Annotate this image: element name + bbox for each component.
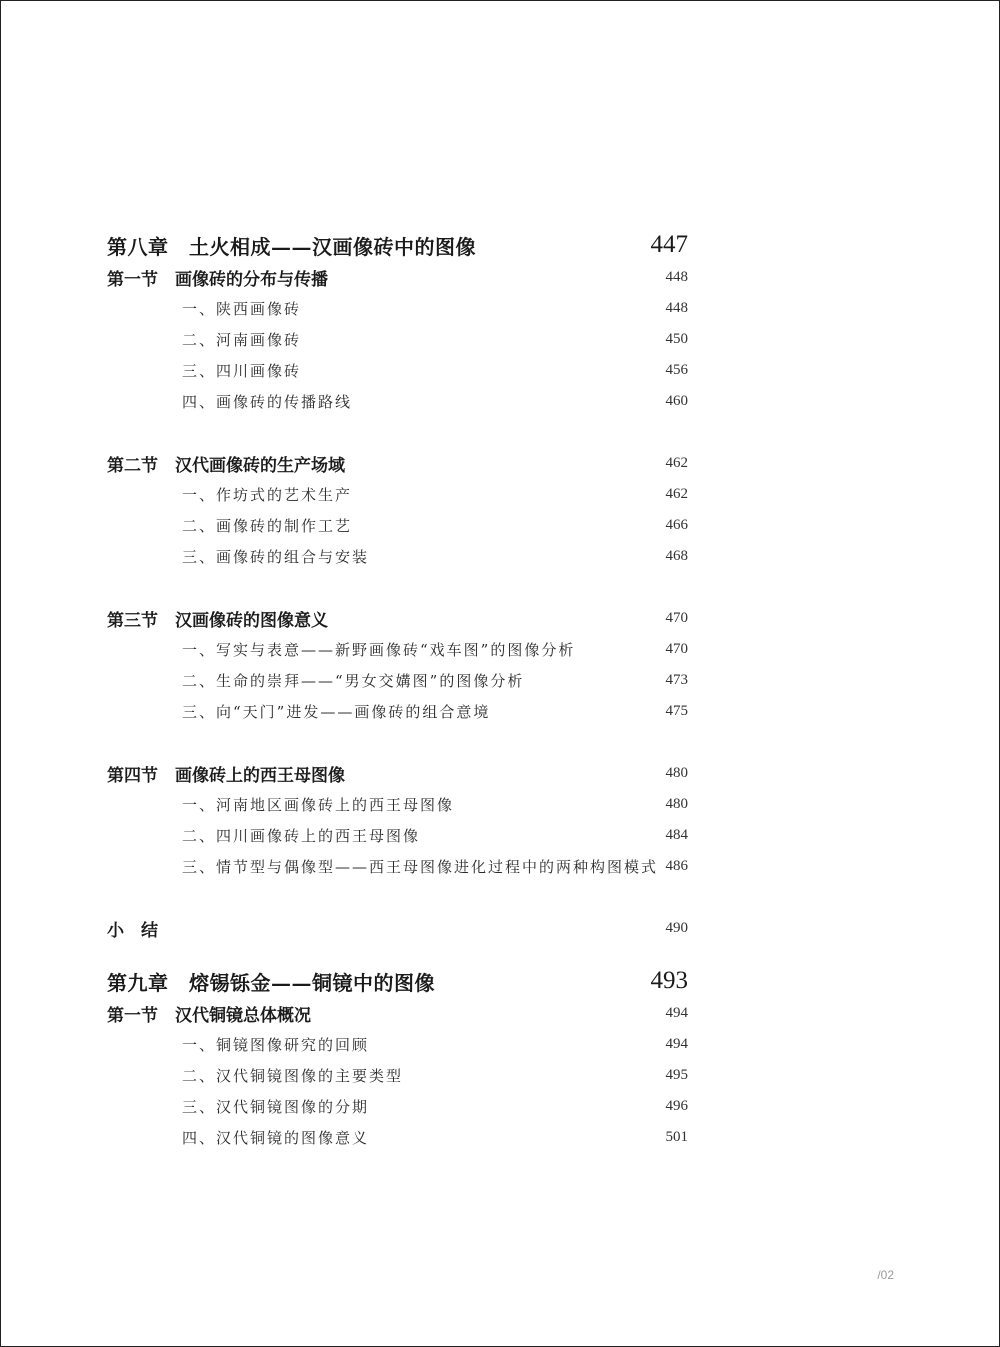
chapter-title: 第八章 土火相成——汉画像砖中的图像	[107, 234, 476, 259]
item-page-number: 475	[665, 703, 688, 719]
toc-item[interactable]	[107, 355, 688, 386]
item-label: 二、河南画像砖	[182, 331, 302, 349]
item-label: 二、画像砖的制作工艺	[182, 517, 353, 535]
item-label: 二、四川画像砖上的西王母图像	[182, 827, 421, 845]
item-page-number: 466	[665, 517, 688, 533]
chapter-page-number: 493	[650, 967, 688, 994]
item-page-number: 501	[665, 1129, 688, 1145]
item-page-number: 473	[665, 672, 688, 688]
item-page-number: 470	[665, 641, 688, 657]
item-page-number: 448	[665, 300, 688, 316]
toc-item[interactable]	[107, 634, 688, 665]
toc-item[interactable]	[107, 293, 688, 324]
section-title: 第四节 画像砖上的西王母图像	[107, 766, 345, 786]
toc-item[interactable]	[107, 665, 688, 696]
spacer	[107, 944, 688, 964]
toc-section-8-1[interactable]	[107, 262, 688, 293]
toc-item[interactable]	[107, 1060, 688, 1091]
item-page-number: 468	[665, 548, 688, 564]
item-label: 三、向“天门”进发——画像砖的组合意境	[182, 703, 491, 721]
item-page-number: 456	[665, 362, 688, 378]
section-page-number: 494	[665, 1005, 688, 1021]
item-page-number: 450	[665, 331, 688, 347]
item-label: 三、画像砖的组合与安装	[182, 548, 370, 566]
item-label: 一、铜镜图像研究的回顾	[182, 1036, 370, 1054]
toc-item[interactable]	[107, 541, 688, 572]
item-label: 一、作坊式的艺术生产	[182, 486, 353, 504]
toc-item[interactable]	[107, 324, 688, 355]
item-page-number: 462	[665, 486, 688, 502]
page-folio: /02	[877, 1268, 894, 1282]
item-page-number: 496	[665, 1098, 688, 1114]
toc-item[interactable]	[107, 851, 688, 882]
toc-item[interactable]	[107, 820, 688, 851]
item-label: 一、陕西画像砖	[182, 300, 302, 318]
toc-item[interactable]	[107, 1091, 688, 1122]
toc-item[interactable]	[107, 696, 688, 727]
toc-item[interactable]	[107, 510, 688, 541]
section-title: 第三节 汉画像砖的图像意义	[107, 611, 328, 631]
item-page-number: 460	[665, 393, 688, 409]
summary-page-number: 490	[665, 920, 688, 936]
chapter-page-number: 447	[650, 231, 688, 258]
item-label: 四、画像砖的传播路线	[182, 393, 353, 411]
toc-section-8-4[interactable]	[107, 758, 688, 789]
toc-item[interactable]	[107, 1029, 688, 1060]
item-label: 一、河南地区画像砖上的西王母图像	[182, 796, 455, 814]
toc-item[interactable]	[107, 479, 688, 510]
section-page-number: 448	[665, 269, 688, 285]
item-page-number: 480	[665, 796, 688, 812]
summary-title: 小 结	[107, 921, 158, 941]
section-title: 第二节 汉代画像砖的生产场域	[107, 456, 345, 476]
section-page-number: 480	[665, 765, 688, 781]
chapter-title: 第九章 熔锡铄金——铜镜中的图像	[107, 970, 435, 995]
item-label: 一、写实与表意——新野画像砖“戏车图”的图像分析	[182, 641, 576, 659]
toc-section-8-2[interactable]	[107, 448, 688, 479]
spacer	[107, 417, 688, 448]
toc-chapter-9[interactable]	[107, 964, 688, 998]
item-page-number: 486	[665, 858, 688, 874]
item-label: 三、汉代铜镜图像的分期	[182, 1098, 370, 1116]
item-label: 四、汉代铜镜的图像意义	[182, 1129, 370, 1147]
section-page-number: 462	[665, 455, 688, 471]
item-label: 三、情节型与偶像型——西王母图像进化过程中的两种构图模式	[182, 858, 659, 876]
item-page-number: 494	[665, 1036, 688, 1052]
toc-item[interactable]	[107, 789, 688, 820]
item-label: 二、生命的崇拜——“男女交媾图”的图像分析	[182, 672, 525, 690]
toc-summary[interactable]	[107, 913, 688, 944]
toc-chapter-8[interactable]	[107, 228, 688, 262]
toc-item[interactable]	[107, 1122, 688, 1153]
toc-item[interactable]	[107, 386, 688, 417]
spacer	[107, 572, 688, 603]
section-title: 第一节 画像砖的分布与传播	[107, 270, 328, 290]
spacer	[107, 882, 688, 913]
item-page-number: 484	[665, 827, 688, 843]
item-label: 二、汉代铜镜图像的主要类型	[182, 1067, 404, 1085]
item-label: 三、四川画像砖	[182, 362, 302, 380]
section-title: 第一节 汉代铜镜总体概况	[107, 1006, 311, 1026]
toc-section-8-3[interactable]	[107, 603, 688, 634]
spacer	[107, 727, 688, 758]
toc-section-9-1[interactable]	[107, 998, 688, 1029]
item-page-number: 495	[665, 1067, 688, 1083]
section-page-number: 470	[665, 610, 688, 626]
table-of-contents	[107, 228, 688, 1153]
